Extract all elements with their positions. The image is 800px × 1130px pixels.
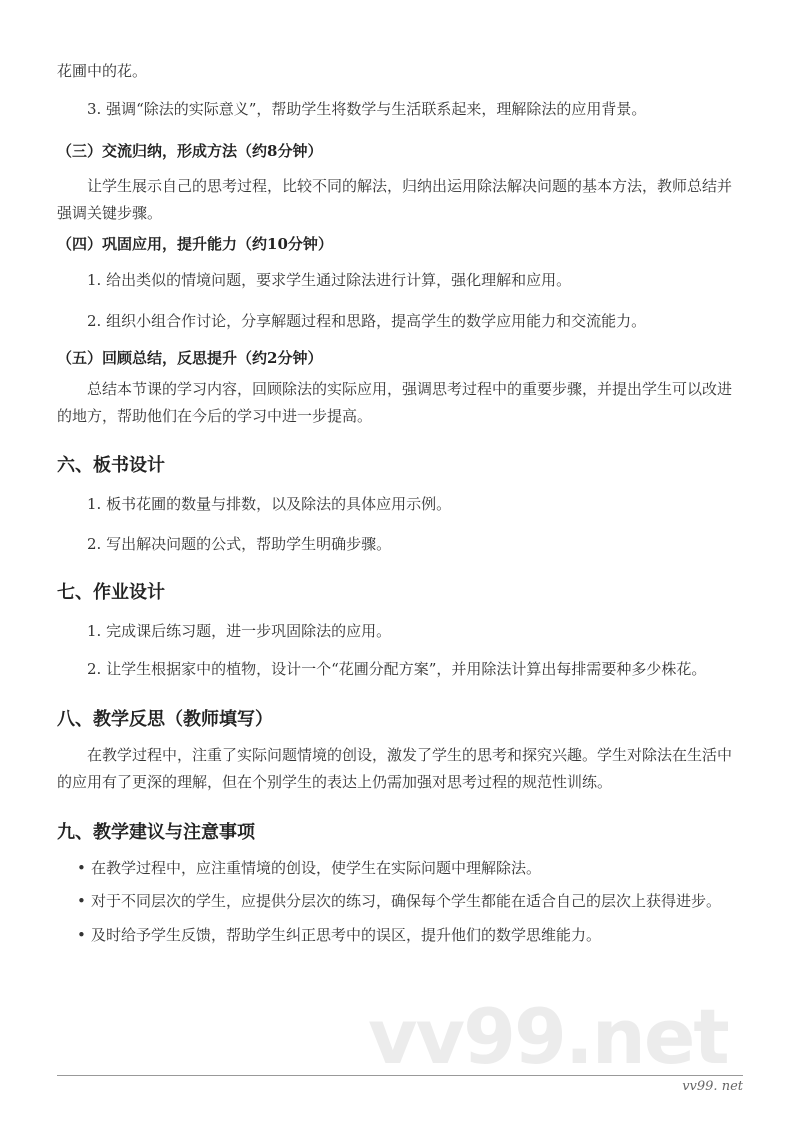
paragraph: 让学生展示自己的思考过程，比较不同的解法，归纳出运用除法解决问题的基本方法，教师总结并强调关键步骤。 <box>57 177 733 222</box>
list-item: 2. 写出解决问题的公式，帮助学生明确步骤。 <box>87 535 392 553</box>
bullet-item <box>77 922 745 949</box>
watermark: vv99.net <box>368 992 728 1081</box>
list-item: 2. 组织小组合作讨论，分享解题过程和思路，提高学生的数学应用能力和交流能力。 <box>87 312 647 330</box>
bullet-text: 及时给予学生反馈，帮助学生纠正思考中的误区，提升他们的数学思维能力。 <box>91 926 602 944</box>
section-heading: 六、板书设计 <box>57 455 165 476</box>
list-item: 1. 给出类似的情境问题，要求学生通过除法进行计算，强化理解和应用。 <box>87 271 572 289</box>
list-item: 1. 完成课后练习题，进一步巩固除法的应用。 <box>87 622 392 640</box>
paragraph: 花圃中的花。 <box>57 62 148 80</box>
paragraph: 总结本节课的学习内容，回顾除法的实际应用，强调思考过程中的重要步骤，并提出学生可以改进的地方，帮助他们在今后的学习中进一步提高。 <box>57 380 733 425</box>
document-body <box>57 0 745 949</box>
paragraph: 在教学过程中，注重了实际问题情境的创设，激发了学生的思考和探究兴趣。学生对除法在生活中的应用有了更深的理解，但在个别学生的表达上仍需加强对思考过程的规范性训练。 <box>57 746 733 791</box>
section-heading: 七、作业设计 <box>57 582 165 603</box>
footer-divider <box>57 1075 743 1076</box>
subheading: （三）交流归纳，形成方法（约8分钟） <box>57 142 323 160</box>
section-heading: 九、教学建议与注意事项 <box>57 822 255 843</box>
bullet-text: 在教学过程中，应注重情境的创设，使学生在实际问题中理解除法。 <box>91 859 542 877</box>
bullet-icon: • <box>77 892 86 910</box>
subheading: （五）回顾总结，反思提升（约2分钟） <box>57 349 323 367</box>
list-item: 1. 板书花圃的数量与排数，以及除法的具体应用示例。 <box>87 495 452 513</box>
bullet-icon: • <box>77 859 86 877</box>
list-item: 3. 强调“除法的实际意义”，帮助学生将数学与生活联系起来，理解除法的应用背景。 <box>87 100 647 118</box>
bullet-item <box>77 855 745 882</box>
list-item: 2. 让学生根据家中的植物，设计一个“花圃分配方案”，并用除法计算出每排需要种多少株花。 <box>87 660 707 678</box>
footer-site: vv99. net <box>682 1079 743 1094</box>
subheading: （四）巩固应用，提升能力（约10分钟） <box>57 235 333 253</box>
bullet-text: 对于不同层次的学生，应提供分层次的练习，确保每个学生都能在适合自己的层次上获得进步。 <box>91 892 722 910</box>
section-heading: 八、教学反思（教师填写） <box>57 709 273 730</box>
bullet-item <box>77 888 745 915</box>
bullet-icon: • <box>77 926 86 944</box>
